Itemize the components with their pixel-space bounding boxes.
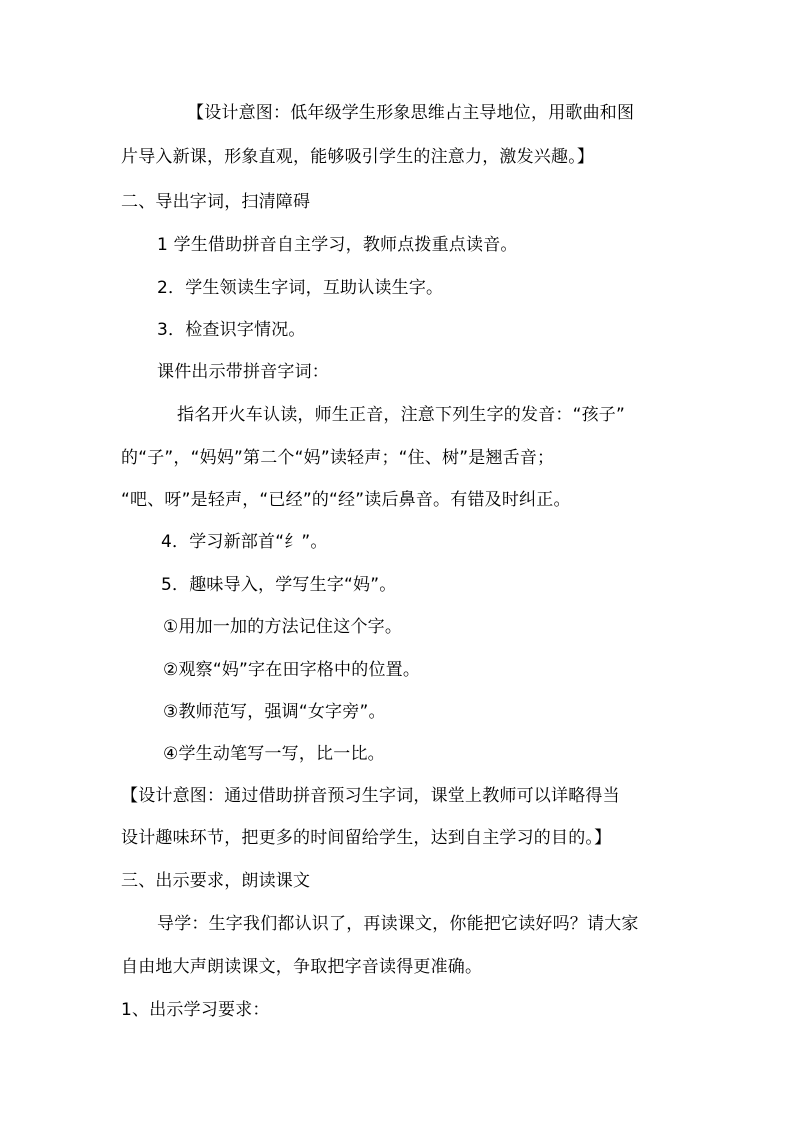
step-item-5: 5．趣味导入，学写生字“妈”。 xyxy=(161,575,397,595)
step-item-1: 1 学生借助拼音自主学习，教师点拨重点读音。 xyxy=(157,235,518,255)
pronunciation-paragraph-line-2: 的“子”，“妈妈”第二个“妈”读轻声；“住、树”是翘舌音； xyxy=(121,448,555,468)
design-intent-paragraph-2-line-2: 设计趣味环节，把更多的时间留给学生，达到自主学习的目的。】 xyxy=(121,828,612,848)
sub-step-4: ④学生动笔写一写，比一比。 xyxy=(163,744,385,764)
learning-requirements-heading: 1、出示学习要求： xyxy=(121,1000,270,1020)
step-item-4: 4．学习新部首“纟”。 xyxy=(161,532,328,552)
step-item-2: 2．学生领读生字词，互助认读生字。 xyxy=(157,278,444,298)
sub-step-1: ①用加一加的方法记住这个字。 xyxy=(163,617,403,637)
sub-step-3: ③教师范写，强调“女字旁”。 xyxy=(163,702,386,722)
pronunciation-paragraph-line-3: “吧、呀”是轻声，“已经”的“经”读后鼻音。有错及时纠正。 xyxy=(121,490,571,510)
courseware-note: 课件出示带拼音字词： xyxy=(157,362,329,382)
sub-step-2: ②观察“妈”字在田字格中的位置。 xyxy=(163,660,421,680)
design-intent-paragraph-1-line-1: 【设计意图：低年级学生形象思维占主导地位，用歌曲和图 xyxy=(187,103,635,123)
section-heading-2: 二、导出字词，扫清障碍 xyxy=(121,192,311,212)
design-intent-paragraph-1-line-2: 片导入新课，形象直观，能够吸引学生的注意力，激发兴趣。】 xyxy=(121,147,595,167)
guided-reading-line-1: 导学：生字我们都认识了，再读课文，你能把它读好吗？请大家 xyxy=(157,914,639,934)
pronunciation-paragraph-line-1: 指名开火车认读，师生正音，注意下列生字的发音：“孩子” xyxy=(177,405,626,425)
design-intent-paragraph-2-line-1: 【设计意图：通过借助拼音预习生字词，课堂上教师可以详略得当 xyxy=(121,786,620,806)
section-heading-3: 三、出示要求，朗读课文 xyxy=(121,871,311,891)
guided-reading-line-2: 自由地大声朗读课文，争取把字音读得更准确。 xyxy=(121,957,483,977)
step-item-3: 3．检查识字情况。 xyxy=(157,320,306,340)
